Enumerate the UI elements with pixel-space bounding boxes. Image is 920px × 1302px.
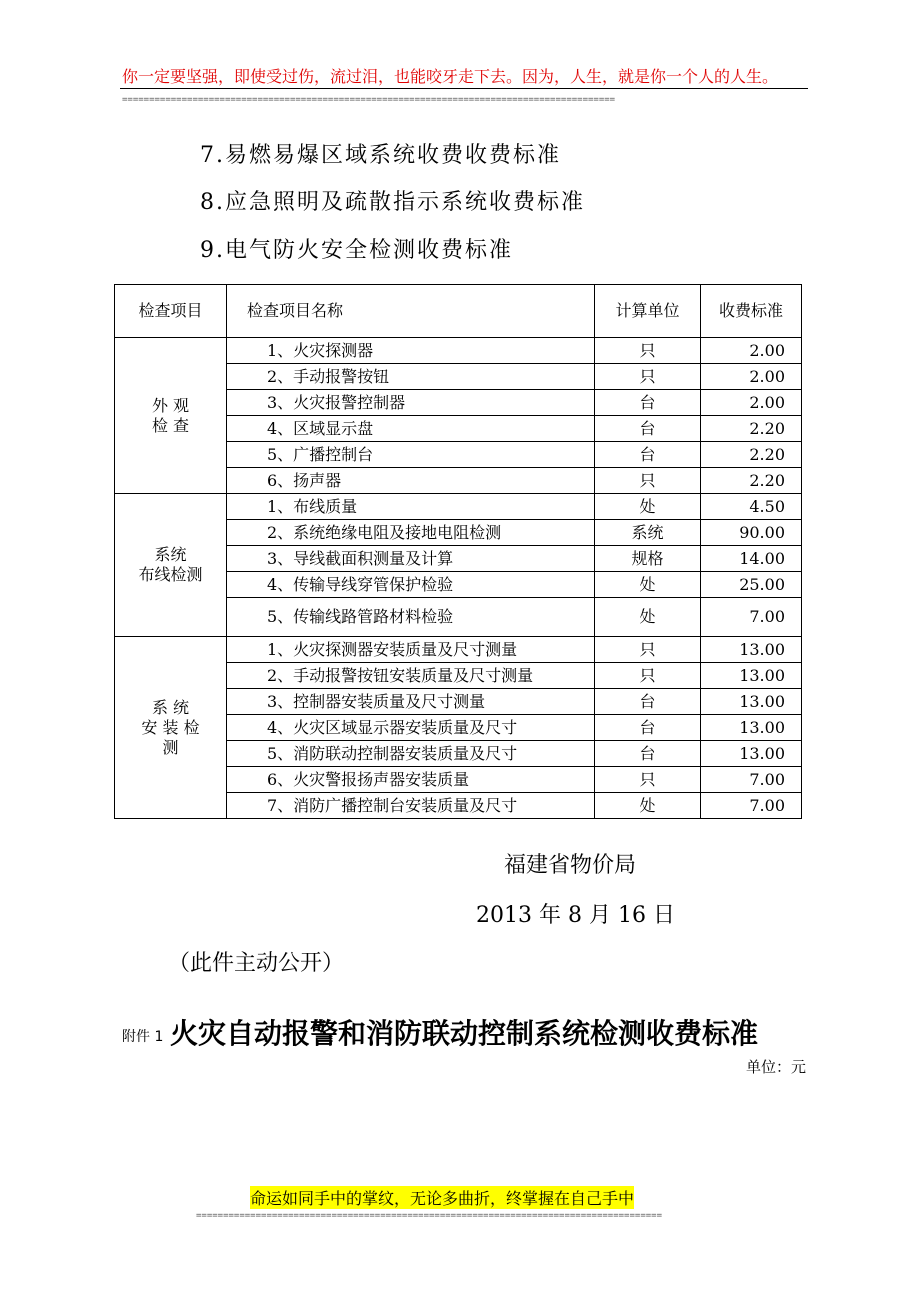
item-name-cell: 3、火灾报警控制器 <box>227 390 595 416</box>
item-name-cell: 2、手动报警按钮 <box>227 364 595 390</box>
fee-cell: 13.00 <box>701 689 802 715</box>
table-row <box>115 338 802 364</box>
fee-cell: 7.00 <box>701 767 802 793</box>
fee-cell: 2.20 <box>701 416 802 442</box>
item-name-cell: 1、布线质量 <box>227 494 595 520</box>
unit-cell: 只 <box>595 663 701 689</box>
item-name-cell: 4、火灾区域显示器安装质量及尺寸 <box>227 715 595 741</box>
fee-cell: 25.00 <box>701 572 802 598</box>
fee-cell: 4.50 <box>701 494 802 520</box>
unit-cell: 处 <box>595 598 701 637</box>
item-name-cell: 6、扬声器 <box>227 468 595 494</box>
item-name-cell: 5、传输线路管路材料检验 <box>227 598 595 637</box>
header-unit: 计算单位 <box>595 285 701 338</box>
annex-title: 火灾自动报警和消防联动控制系统检测收费标准 <box>170 1017 759 1050</box>
unit-cell: 台 <box>595 741 701 767</box>
category-cell: 外 观 检 查 <box>115 338 227 494</box>
unit-cell: 台 <box>595 390 701 416</box>
item-name-cell: 2、手动报警按钮安装质量及尺寸测量 <box>227 663 595 689</box>
header-rule <box>120 88 808 89</box>
item-name-cell: 1、火灾探测器 <box>227 338 595 364</box>
header-name: 检查项目名称 <box>227 285 595 338</box>
unit-cell: 处 <box>595 572 701 598</box>
item-name-cell: 2、系统绝缘电阻及接地电阻检测 <box>227 520 595 546</box>
footer-separator: ====================================================================================== <box>196 1211 662 1221</box>
fee-cell: 2.00 <box>701 390 802 416</box>
fee-cell: 2.00 <box>701 338 802 364</box>
list-item-8: 8.应急照明及疏散指示系统收费标准 <box>200 190 585 215</box>
item-name-cell: 6、火灾警报扬声器安装质量 <box>227 767 595 793</box>
table-header-row <box>115 285 802 338</box>
unit-cell: 系统 <box>595 520 701 546</box>
list-item-9: 9.电气防火安全检测收费标准 <box>200 238 513 263</box>
item-name-cell: 5、消防联动控制器安装质量及尺寸 <box>227 741 595 767</box>
header-category: 检查项目 <box>115 285 227 338</box>
header-motto: 你一定要坚强，即使受过伤，流过泪，也能咬牙走下去。因为，人生，就是你一个人的人生。 <box>122 67 779 86</box>
unit-cell: 处 <box>595 494 701 520</box>
item-name-cell: 5、广播控制台 <box>227 442 595 468</box>
header-fee: 收费标准 <box>701 285 802 338</box>
unit-cell: 台 <box>595 416 701 442</box>
annex-label: 附件 1 <box>122 1029 164 1045</box>
category-cell: 系统 布线检测 <box>115 494 227 637</box>
header-separator: =========================================================================================== <box>122 95 616 105</box>
item-name-cell: 3、导线截面积测量及计算 <box>227 546 595 572</box>
fee-cell: 14.00 <box>701 546 802 572</box>
signature-date: 2013 年 8 月 16 日 <box>476 903 675 928</box>
table-row <box>115 637 802 663</box>
fee-cell: 13.00 <box>701 663 802 689</box>
fee-cell: 2.00 <box>701 364 802 390</box>
fee-cell: 7.00 <box>701 793 802 819</box>
fee-table-body <box>115 285 802 819</box>
unit-cell: 只 <box>595 767 701 793</box>
unit-cell: 台 <box>595 442 701 468</box>
list-item-7: 7.易燃易爆区域系统收费收费标准 <box>200 143 561 168</box>
category-cell: 系 统 安 装 检 测 <box>115 637 227 819</box>
unit-cell: 只 <box>595 364 701 390</box>
item-name-cell: 4、区域显示盘 <box>227 416 595 442</box>
fee-cell: 2.20 <box>701 468 802 494</box>
signature-org: 福建省物价局 <box>504 853 637 878</box>
fee-cell: 13.00 <box>701 715 802 741</box>
table-row <box>115 494 802 520</box>
item-name-cell: 1、火灾探测器安装质量及尺寸测量 <box>227 637 595 663</box>
unit-cell: 处 <box>595 793 701 819</box>
unit-cell: 规格 <box>595 546 701 572</box>
item-name-cell: 7、消防广播控制台安装质量及尺寸 <box>227 793 595 819</box>
public-note: （此件主动公开） <box>168 951 345 976</box>
unit-cell: 只 <box>595 468 701 494</box>
footer-motto: 命运如同手中的掌纹，无论多曲折，终掌握在自己手中 <box>250 1186 634 1209</box>
item-name-cell: 3、控制器安装质量及尺寸测量 <box>227 689 595 715</box>
fee-cell: 13.00 <box>701 741 802 767</box>
unit-note: 单位：元 <box>745 1058 806 1076</box>
fee-cell: 2.20 <box>701 442 802 468</box>
fee-cell: 90.00 <box>701 520 802 546</box>
unit-cell: 只 <box>595 338 701 364</box>
item-name-cell: 4、传输导线穿管保护检验 <box>227 572 595 598</box>
fee-cell: 13.00 <box>701 637 802 663</box>
fee-cell: 7.00 <box>701 598 802 637</box>
unit-cell: 台 <box>595 689 701 715</box>
unit-cell: 只 <box>595 637 701 663</box>
unit-cell: 台 <box>595 715 701 741</box>
fee-table <box>114 284 802 819</box>
